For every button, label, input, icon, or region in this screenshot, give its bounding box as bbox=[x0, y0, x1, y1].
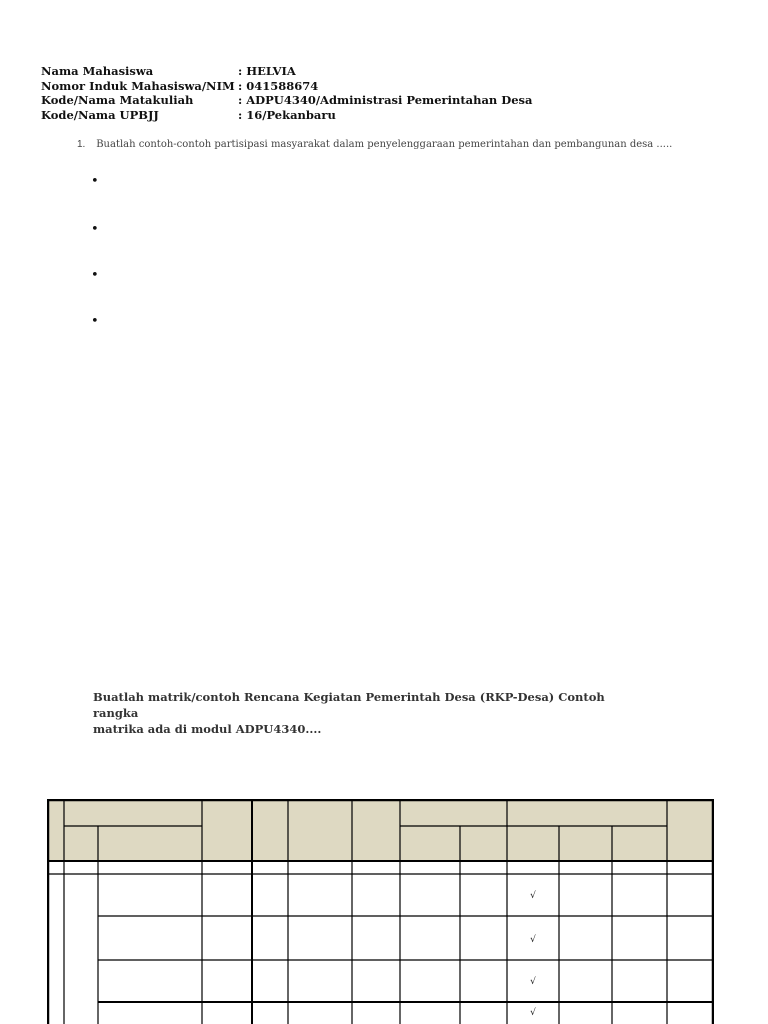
question-1 bbox=[77, 139, 672, 150]
check-mark: √ bbox=[530, 1008, 536, 1018]
student-info bbox=[41, 64, 533, 122]
bullet-point: • bbox=[91, 268, 99, 283]
rkp-matrix-grid bbox=[47, 799, 714, 1024]
info-row-upbjj bbox=[41, 108, 533, 123]
info-row-nim bbox=[41, 79, 533, 94]
question-number: 1. bbox=[77, 139, 86, 150]
info-label: Kode/Nama Matakuliah bbox=[41, 93, 194, 107]
question-2-line-1: Buatlah matrik/contoh Rencana Kegiatan Pemerintah Desa (RKP-Desa) Contoh rangka bbox=[93, 690, 605, 720]
info-label: Nomor Induk Mahasiswa/NIM bbox=[41, 78, 235, 93]
check-mark: √ bbox=[530, 935, 536, 945]
check-mark: √ bbox=[530, 977, 536, 987]
table-header-background bbox=[48, 800, 713, 861]
rkp-matrix-table bbox=[47, 799, 714, 1024]
bullet-point: • bbox=[91, 314, 99, 329]
info-value: : 041588674 bbox=[238, 78, 319, 93]
info-label: Nama Mahasiswa bbox=[41, 64, 154, 78]
info-row-name bbox=[41, 64, 533, 79]
info-row-course bbox=[41, 93, 533, 108]
info-value: : HELVIA bbox=[238, 64, 296, 78]
bullet-point: • bbox=[91, 222, 99, 237]
info-value: : ADPU4340/Administrasi Pemerintahan Desa bbox=[238, 93, 533, 107]
table-spacer-row bbox=[48, 861, 713, 874]
info-label: Kode/Nama UPBJJ bbox=[41, 107, 159, 122]
question-2-line-2: matrika ada di modul ADPU4340.... bbox=[93, 722, 322, 736]
info-value: : 16/Pekanbaru bbox=[238, 107, 336, 122]
question-text: Buatlah contoh-contoh partisipasi masyarakat dalam penyelenggaraan pemerintahan dan pembangunan desa ..... bbox=[96, 139, 673, 150]
bullet-point: • bbox=[91, 174, 99, 189]
question-2 bbox=[93, 689, 613, 737]
check-mark: √ bbox=[530, 891, 536, 901]
